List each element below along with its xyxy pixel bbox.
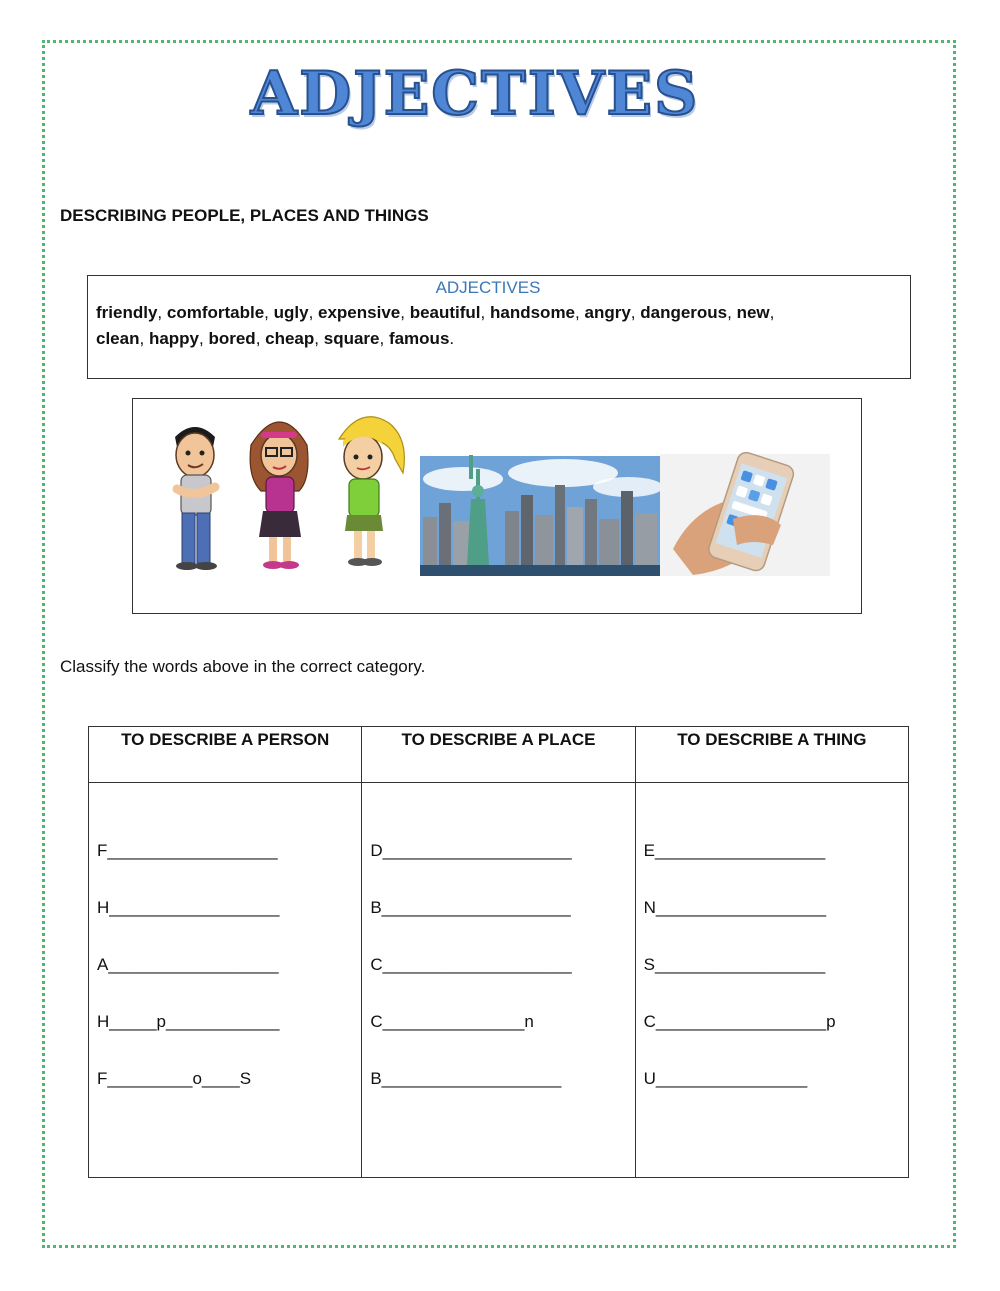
thing-column xyxy=(635,783,908,1178)
thing-blank[interactable]: S__________________ xyxy=(643,955,826,974)
thing-blank[interactable]: U________________ xyxy=(643,1069,808,1088)
person-column xyxy=(89,783,362,1178)
word: handsome xyxy=(490,303,576,322)
place-blank[interactable]: C____________________ xyxy=(370,955,572,974)
word: dangerous xyxy=(640,303,728,322)
worksheet-subtitle: DESCRIBING PEOPLE, PLACES AND THINGS xyxy=(60,206,429,225)
word-list: friendly, comfortable, ugly, expensive, beautiful, handsome, angry, dangerous, new, clean, happy, bored, cheap, square, famous. xyxy=(96,303,775,348)
place-blank[interactable]: B____________________ xyxy=(370,898,571,917)
word: angry xyxy=(584,303,631,322)
thing-blank[interactable]: N__________________ xyxy=(643,898,827,917)
header-thing: TO DESCRIBE A THING xyxy=(635,727,908,783)
word: beautiful xyxy=(409,303,481,322)
picture-box xyxy=(132,398,862,614)
illustrations xyxy=(133,399,861,613)
place-column xyxy=(362,783,635,1178)
word: clean xyxy=(96,329,140,348)
word: happy xyxy=(148,329,199,348)
place-blank[interactable]: D____________________ xyxy=(370,841,572,860)
word: ugly xyxy=(273,303,309,322)
boy-illustration xyxy=(175,427,217,570)
person-blank[interactable]: H__________________ xyxy=(97,898,280,917)
classification-table xyxy=(88,726,909,1178)
place-blank[interactable]: C_______________n xyxy=(370,1012,534,1031)
header-person: TO DESCRIBE A PERSON xyxy=(89,727,362,783)
word: expensive xyxy=(318,303,401,322)
thing-blank[interactable]: C__________________p xyxy=(643,1012,836,1031)
person-blank[interactable]: F_________o____S xyxy=(97,1069,252,1088)
worksheet-title: ADJECTIVES xyxy=(250,59,700,129)
person-blank[interactable]: H_____p____________ xyxy=(97,1012,280,1031)
word: famous xyxy=(388,329,450,348)
word: friendly xyxy=(96,303,158,322)
word-box xyxy=(87,275,911,379)
blonde-girl-illustration xyxy=(339,417,404,566)
instruction-text: Classify the words above in the correct category. xyxy=(60,657,426,676)
person-blank[interactable]: F__________________ xyxy=(97,841,278,860)
word: bored xyxy=(208,329,256,348)
city-photo xyxy=(420,455,663,576)
word: cheap xyxy=(265,329,315,348)
place-blank[interactable]: B___________________ xyxy=(370,1069,562,1088)
header-place: TO DESCRIBE A PLACE xyxy=(362,727,635,783)
word: new xyxy=(736,303,770,322)
phone-photo xyxy=(660,450,830,576)
girl-illustration xyxy=(250,422,308,569)
word-box-heading: ADJECTIVES xyxy=(435,278,541,297)
person-blank[interactable]: A__________________ xyxy=(97,955,279,974)
thing-blank[interactable]: E__________________ xyxy=(643,841,826,860)
word: square xyxy=(323,329,380,348)
word: comfortable xyxy=(166,303,265,322)
